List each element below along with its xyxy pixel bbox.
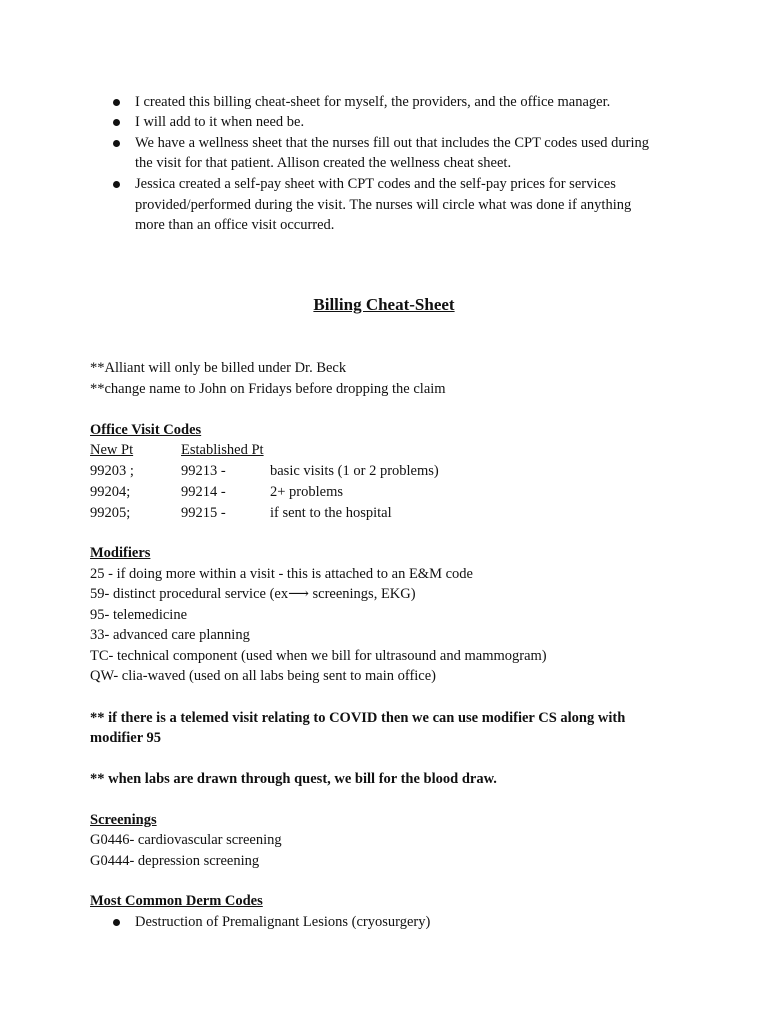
bullet-icon (113, 119, 120, 126)
modifiers-heading: Modifiers (90, 545, 151, 561)
bullet-icon (113, 919, 120, 926)
code-new: 99204; (90, 484, 131, 500)
bullet-icon (113, 99, 120, 106)
page-title: Billing Cheat-Sheet (313, 295, 455, 314)
intro-bullet-text: I will add to it when need be. (135, 114, 305, 130)
note-line: **change name to John on Fridays before dropping the claim (90, 381, 446, 397)
modifier-item: 95- telemedicine (90, 607, 188, 623)
code-established: 99215 - (181, 505, 226, 521)
modifier-item: QW- clia-waved (used on all labs being sent to main office) (90, 668, 437, 684)
intro-bullet-text: Jessica created a self-pay sheet with CPT codes and the self-pay prices for services (135, 176, 616, 192)
screening-item: G0446- cardiovascular screening (90, 832, 282, 848)
code-established: 99213 - (181, 463, 226, 479)
labs-note: ** when labs are drawn through quest, we bill for the blood draw. (90, 771, 497, 787)
office-visit-heading: Office Visit Codes (90, 422, 202, 438)
modifier-item: 25 - if doing more within a visit - this is attached to an E&M code (90, 566, 473, 582)
screening-item: G0444- depression screening (90, 853, 260, 869)
code-established: 99214 - (181, 484, 226, 500)
intro-bullet-text: I created this billing cheat-sheet for myself, the providers, and the office manager. (135, 94, 611, 110)
covid-note: modifier 95 (90, 730, 162, 746)
derm-item: Destruction of Premalignant Lesions (cryosurgery) (135, 914, 431, 930)
derm-heading: Most Common Derm Codes (90, 893, 263, 909)
code-new: 99205; (90, 505, 131, 521)
code-description: basic visits (1 or 2 problems) (270, 463, 439, 479)
column-header-new: New Pt (90, 442, 134, 458)
intro-bullet-text: the visit for that patient. Allison created the wellness cheat sheet. (135, 155, 512, 171)
code-new: 99203 ; (90, 463, 134, 479)
screenings-heading: Screenings (90, 812, 157, 828)
covid-note: ** if there is a telemed visit relating to COVID then we can use modifier CS along with (90, 710, 626, 726)
intro-bullet-text: provided/performed during the visit. The nurses will circle what was done if anything (135, 197, 632, 213)
bullet-icon (113, 181, 120, 188)
code-description: 2+ problems (270, 484, 344, 500)
bullet-icon (113, 140, 120, 147)
intro-bullet-text: We have a wellness sheet that the nurses fill out that includes the CPT codes used during (135, 135, 650, 151)
modifier-item: TC- technical component (used when we bill for ultrasound and mammogram) (90, 648, 547, 664)
note-line: **Alliant will only be billed under Dr. Beck (90, 360, 347, 376)
modifier-item: 33- advanced care planning (90, 627, 250, 643)
column-header-established: Established Pt (181, 442, 264, 458)
intro-bullet-text: more than an office visit occurred. (135, 217, 335, 233)
modifier-item: 59- distinct procedural service (ex⟶ screenings, EKG) (90, 586, 416, 602)
code-description: if sent to the hospital (270, 505, 392, 521)
